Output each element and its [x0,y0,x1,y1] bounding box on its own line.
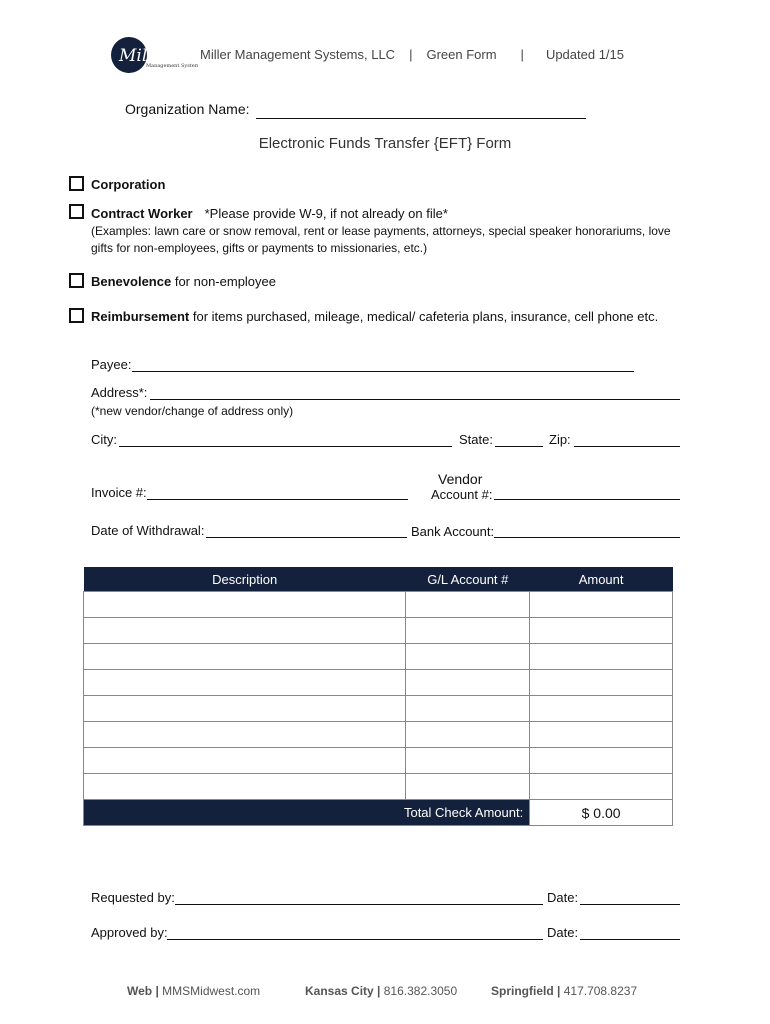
address-input[interactable] [150,385,680,400]
amount-cell[interactable] [530,722,673,748]
logo-text: Miller [119,46,171,66]
description-cell[interactable] [84,670,406,696]
form-title: Electronic Funds Transfer {EFT} Form [258,135,512,152]
footer-kansas-city [305,984,457,998]
description-cell[interactable] [84,618,406,644]
amount-header: Amount [530,567,673,592]
description-cell[interactable] [84,644,406,670]
table-row [84,696,673,722]
total-row [84,800,673,826]
corporation-checkbox[interactable] [69,176,84,191]
gl-account-cell[interactable] [406,748,530,774]
withdrawal-date-label: Date of Withdrawal: [91,523,205,538]
amount-cell[interactable] [530,696,673,722]
amount-cell[interactable] [530,670,673,696]
footer-kc-phone[interactable]: 816.382.3050 [383,984,458,998]
footer-separator: | [557,984,561,998]
organization-name-input[interactable] [256,103,586,119]
description-cell[interactable] [84,774,406,800]
table-header [84,567,673,592]
invoice-label: Invoice #: [91,485,147,500]
gl-account-cell[interactable] [406,774,530,800]
approved-by-label: Approved by: [91,925,168,940]
form-color: Green Form [426,47,497,62]
bank-account-label: Bank Account: [411,524,495,539]
option-label: Benevolence [91,274,172,289]
footer-kc-label: Kansas City [305,984,374,998]
table-row [84,618,673,644]
description-cell[interactable] [84,592,406,618]
table-row [84,644,673,670]
company-logo [110,36,198,74]
invoice-input[interactable] [147,485,408,500]
header-separator: | [520,47,524,62]
withdrawal-date-input[interactable] [206,523,407,538]
table-row [84,722,673,748]
option-note: *Please provide W-9, if not already on file* [204,206,448,221]
option-label: Reimbursement [91,309,190,324]
table-row [84,748,673,774]
footer-sp-label: Springfield [491,984,554,998]
gl-account-cell[interactable] [406,618,530,644]
benevolence-checkbox[interactable] [69,273,84,288]
payee-input[interactable] [132,357,634,372]
table-row [84,670,673,696]
requested-by-input[interactable] [175,890,543,905]
amount-cell[interactable] [530,592,673,618]
approved-by-input[interactable] [167,925,543,940]
vendor-account-input[interactable] [494,485,680,500]
gl-account-header: G/L Account # [406,567,530,592]
contract-worker-checkbox[interactable] [69,204,84,219]
gl-account-cell[interactable] [406,644,530,670]
option-note: for items purchased, mileage, medical/ cafeteria plans, insurance, cell phone etc. [192,309,659,324]
header-bar [200,47,624,62]
approved-date-input[interactable] [580,925,680,940]
gl-account-cell[interactable] [406,670,530,696]
requested-date-input[interactable] [580,890,680,905]
company-name: Miller Management Systems, LLC [200,47,396,62]
gl-account-cell[interactable] [406,592,530,618]
table-row [84,774,673,800]
zip-label: Zip: [549,432,571,447]
contract-worker-examples: (Examples: lawn care or snow removal, rent or lease payments, attorneys, special speaker honorariums, love gifts for non-employees, gifts or payments to missionaries, etc.) [91,224,671,255]
logo-subtext: Management Systems [146,63,198,69]
address-label: Address*: [91,385,148,400]
option-note: for non-employee [174,274,276,289]
gl-account-cell[interactable] [406,696,530,722]
state-label: State: [459,432,493,447]
reimbursement-checkbox[interactable] [69,308,84,323]
address-note: (*new vendor/change of address only) [91,404,294,418]
option-reimbursement [91,309,658,324]
amount-cell[interactable] [530,774,673,800]
requested-by-label: Requested by: [91,890,175,905]
line-items-table [83,567,673,826]
amount-cell[interactable] [530,644,673,670]
description-header: Description [84,567,406,592]
table-row [84,592,673,618]
state-input[interactable] [495,432,543,447]
option-benevolence [91,274,276,289]
updated-date: Updated 1/15 [545,47,625,62]
vendor-account-label: Account #: [431,487,493,502]
description-cell[interactable] [84,748,406,774]
header-separator: | [409,47,413,62]
description-cell[interactable] [84,696,406,722]
city-input[interactable] [119,432,452,447]
payee-label: Payee: [91,357,132,372]
option-label: Contract Worker [91,206,193,221]
requested-date-label: Date: [547,890,579,905]
bank-account-input[interactable] [494,523,680,538]
amount-cell[interactable] [530,748,673,774]
total-check-amount-label: Total Check Amount: [84,800,530,826]
amount-cell[interactable] [530,618,673,644]
gl-account-cell[interactable] [406,722,530,748]
total-check-amount-value[interactable]: $ 0.00 [530,800,673,826]
option-contract-worker [91,206,448,221]
approved-date-label: Date: [547,925,579,940]
footer-springfield [491,984,637,998]
footer-sp-phone[interactable]: 417.708.8237 [563,984,638,998]
footer-web-value[interactable]: MMSMidwest.com [162,984,261,998]
organization-label: Organization Name: [125,101,250,117]
footer-separator: | [377,984,381,998]
vendor-label: Vendor [438,471,483,487]
description-cell[interactable] [84,722,406,748]
city-label: City: [91,432,117,447]
option-label: Corporation [91,177,166,192]
footer-separator: | [155,984,159,998]
footer-web [127,984,260,998]
zip-input[interactable] [574,432,680,447]
option-corporation [91,177,165,192]
footer-web-label: Web [127,984,153,998]
